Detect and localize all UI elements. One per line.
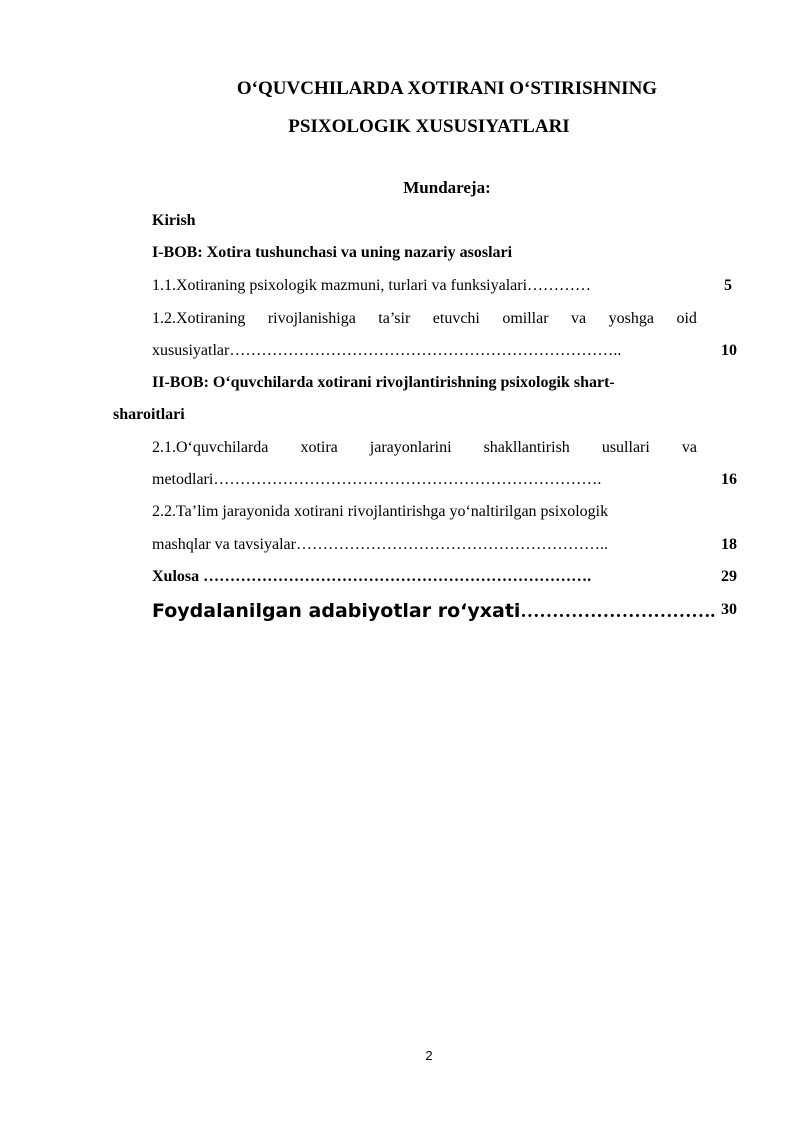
word: va	[571, 310, 587, 327]
word: shakllantirish	[483, 439, 570, 456]
toc-heading: Mundareja:	[403, 178, 491, 197]
word: 1.2.Xotiraning	[152, 310, 246, 327]
toc-page-2-1: 16	[721, 471, 737, 488]
toc-entry-1-2-line1	[152, 310, 697, 328]
toc-chapter1-title: I-BOB: Xotira tushunchasi va uning nazariy asoslari	[152, 244, 513, 261]
word: omillar	[502, 310, 549, 327]
toc-page-1-1: 5	[724, 277, 732, 294]
word: 2.1.O‘quvchilarda	[152, 439, 269, 456]
toc-entry-1-2-line2: xususiyatlar………………………………………………………………..	[152, 342, 622, 359]
word: oid	[676, 310, 697, 327]
toc-entry-intro: Kirish	[152, 212, 196, 229]
toc-chapter2-title-line1: II-BOB: O‘quvchilarda xotirani rivojlantirishning psixologik shart-	[152, 374, 615, 391]
toc-page-2-2: 18	[721, 536, 737, 553]
toc-page-1-2: 10	[721, 342, 737, 359]
references-label: Foydalanilgan adabiyotlar ro‘yxati	[152, 600, 521, 622]
toc-entry-2-1-line1	[152, 439, 697, 457]
toc-page-references: 30	[721, 601, 737, 618]
word: rivojlanishiga	[267, 310, 356, 327]
toc-entry-conclusion: Xulosa ……………………………………………………………….	[152, 568, 592, 585]
word: usullari	[601, 439, 650, 456]
toc-entry-2-2-line2: mashqlar va tavsiyalar…………………………………………………..	[152, 536, 608, 553]
toc-entry-1-1: 1.1.Xotiraning psixologik mazmuni, turlari va funksiyalari…………	[152, 277, 592, 294]
toc-entry-2-1-line2: metodlari……………………………………………………………….	[152, 471, 602, 488]
page-number: 2	[425, 1048, 433, 1063]
word: yoshga	[608, 310, 654, 327]
toc-chapter2-title-line2: sharoitlari	[113, 406, 185, 423]
word: ta’sir	[378, 310, 411, 327]
word: etuvchi	[432, 310, 480, 327]
references-leader-dots: ………………………….	[520, 601, 716, 622]
toc-entry-references	[152, 600, 715, 623]
word: xotira	[300, 439, 338, 456]
word: va	[681, 439, 697, 456]
word: jarayonlarini	[369, 439, 452, 456]
document-title-line2: PSIXOLOGIK XUSUSIYATLARI	[288, 116, 570, 137]
toc-page-conclusion: 29	[721, 568, 737, 585]
toc-entry-2-2-line1: 2.2.Ta’lim jarayonida xotirani rivojlantirishga yo‘naltirilgan psixologik	[152, 503, 609, 520]
document-title-line1: O‘QUVCHILARDA XOTIRANI O‘STIRISHNING	[236, 78, 658, 99]
